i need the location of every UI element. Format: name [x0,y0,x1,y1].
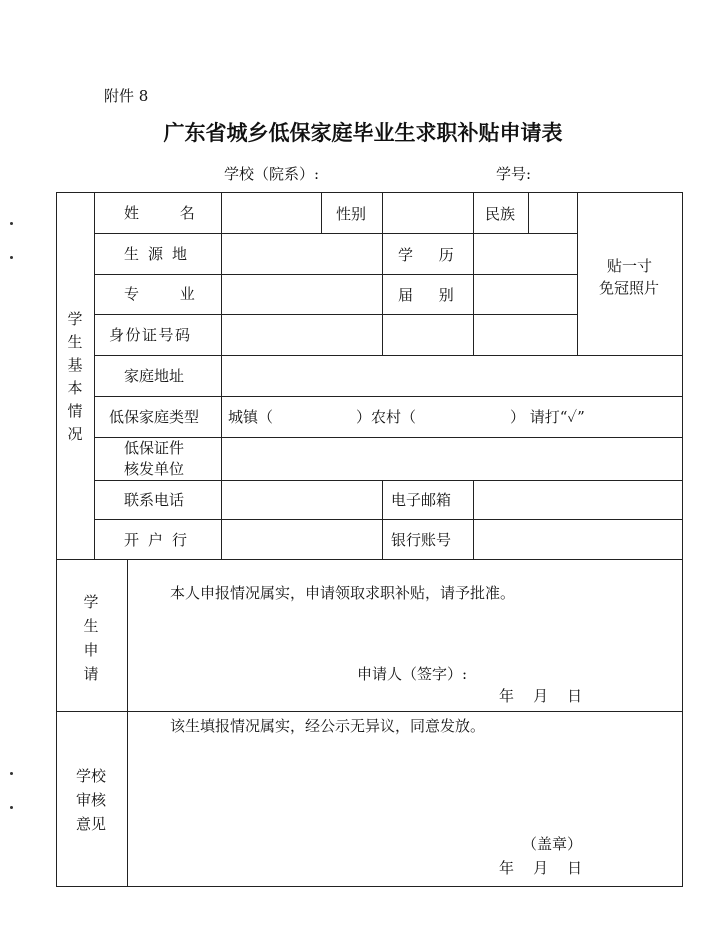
student-application-section-label: 学 生 申 请 [83,593,99,683]
cell-divider [321,192,322,234]
review-date[interactable]: 年 月 日 [499,859,583,877]
phone-field[interactable] [222,481,382,519]
row-divider [94,396,683,397]
name-label: 姓 名 [124,204,204,222]
family-type-urban[interactable]: 城镇（ [228,408,274,426]
class-year-label: 届 别 [398,286,454,304]
bank-account-label: 银行账号 [391,531,452,549]
margin-dot [10,222,13,225]
section-divider [56,559,683,560]
cert-issuer-label: 低保证件 [124,439,185,457]
school-review-section-label: 审核 [76,791,107,809]
major-field[interactable] [222,275,382,314]
cert-issuer-field[interactable] [222,438,682,480]
ethnicity-field[interactable] [529,193,577,233]
label-column-divider-left [94,192,95,559]
review-statement: 该生填报情况属实，经公示无异议，同意发放。 [170,717,486,735]
section-label-divider [127,559,128,887]
margin-dot [10,806,13,809]
gender-field[interactable] [383,193,473,233]
table-border-bottom [56,886,683,887]
gender-label: 性别 [336,205,367,223]
form-title: 广东省城乡低保家庭毕业生求职补贴申请表 [163,120,563,145]
section-divider [56,711,683,712]
address-field[interactable] [222,356,682,396]
school-review-section-label: 意见 [76,815,107,833]
id-number-field[interactable] [222,315,577,355]
table-border-left [56,192,57,887]
education-field[interactable] [474,234,577,274]
bank-account-field[interactable] [474,520,682,559]
application-date[interactable]: 年 月 日 [499,687,583,705]
table-border-right [682,192,683,887]
address-label: 家庭地址 [124,367,185,385]
cert-issuer-label: 核发单位 [124,460,185,478]
applicant-signature-field[interactable] [480,660,670,686]
major-label: 专 业 [124,285,195,303]
seal-label: （盖章） [522,835,583,853]
origin-field[interactable] [222,234,382,274]
photo-label: 免冠照片 [599,279,660,297]
margin-dot [10,256,13,259]
basic-info-section-label: 学 生 基 本 情 况 [67,310,83,443]
id-number-label: 身份证号码 [109,326,192,344]
class-year-field[interactable] [474,275,577,314]
table-border-top [56,192,683,193]
application-statement: 本人申报情况属实，申请领取求职补贴，请予批准。 [170,584,516,602]
phone-label: 联系电话 [124,491,185,509]
photo-label: 贴一寸 [607,257,653,275]
applicant-signature-label: 申请人（签字）: [357,665,468,683]
family-type-rural[interactable]: ）农村（ [356,408,417,426]
attachment-label: 附件 8 [104,87,149,105]
margin-dot [10,772,13,775]
bank-field[interactable] [222,520,382,559]
bank-label: 开户行 [124,531,197,549]
school-label: 学校（院系）: [224,165,320,183]
family-type-hint: ） 请打“✓” [510,408,585,426]
student-id-label: 学号: [496,165,532,183]
email-label: 电子邮箱 [391,491,452,509]
family-type-label: 低保家庭类型 [109,408,200,426]
email-field[interactable] [474,481,682,519]
school-review-section-label: 学校 [76,767,107,785]
ethnicity-label: 民族 [485,205,516,223]
education-label: 学 历 [398,246,454,264]
origin-label: 生源地 [124,245,197,263]
name-field[interactable] [222,193,321,233]
